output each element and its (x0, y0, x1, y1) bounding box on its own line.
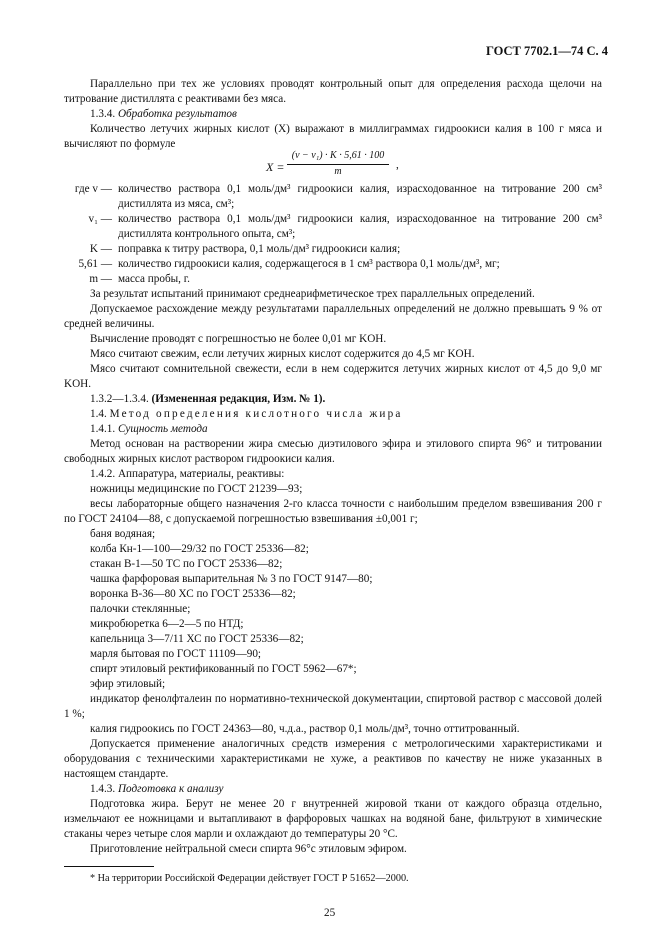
body-paragraph: За результат испытаний принимают среднеарифметическое трех параллельных определений. (90, 288, 535, 300)
list-item: чашка фарфоровая выпарительная № 3 по ГОСТ 9147—80; (90, 573, 373, 585)
section-number: 1.3.4. (90, 108, 116, 120)
list-item: микробюретка 6—2—5 по НТД; (90, 618, 244, 630)
list-item: колба Кн-1—100—29/32 по ГОСТ 25336—82; (90, 543, 309, 555)
list-item: ножницы медицинские по ГОСТ 21239—93; (90, 483, 303, 495)
section-number: 1.4.1. (90, 423, 116, 435)
formula-lhs: X = (266, 160, 285, 174)
page-number: 25 (324, 907, 336, 919)
section-1-4-1-heading (90, 422, 208, 437)
edit-note (90, 392, 325, 407)
section-number: 1.4.3. (90, 783, 116, 795)
var-description: количество гидроокиси калия, содержащегося в 1 см³ раствора 0,1 моль/дм³, мг; (118, 258, 500, 270)
method-principle: Метод основан на растворении жира смесью диэтилового эфира и этилового спирта 96° и титровании свободных жирных кислот раствором гидроокиси калия. (64, 438, 602, 466)
section-number: 1.4. (90, 408, 107, 420)
running-header: ГОСТ 7702.1—74 С. 4 (486, 44, 609, 58)
section-1-4-2-heading: 1.4.2. Аппаратура, материалы, реактивы: (90, 468, 285, 480)
formula-numerator: (v − v₁) · K · 5,61 · 100 (291, 150, 385, 161)
var-description: поправка к титру раствора, 0,1 моль/дм³ гидроокиси калия; (118, 243, 401, 255)
footnote-divider (64, 866, 154, 867)
section-title: Сущность метода (117, 423, 208, 435)
section-1-4-3-heading (90, 782, 223, 797)
fat-preparation: Подготовка жира. Берут не менее 20 г внутренней жировой ткани от каждого образца отдельно, измельчают ее ножницами и вытапливают в фарфоровых чашках на водяной бане, фильтруют в химические стаканы через четыре слоя марли и охлаждают до температуры 20 °С. (64, 798, 602, 841)
list-item: баня водяная; (90, 528, 156, 540)
var-symbol: 5,61 — (78, 258, 112, 270)
list-item: эфир этиловый; (90, 678, 166, 690)
body-paragraph: Вычисление проводят с погрешностью не более 0,01 мг KOH. (90, 333, 387, 345)
list-item: марля бытовая по ГОСТ 11109—90; (90, 648, 262, 660)
var-symbol: K — (89, 243, 112, 255)
section-title: Подготовка к анализу (117, 783, 224, 795)
list-item: калия гидроокись по ГОСТ 24363—80, ч.д.а., раствор 0,1 моль/дм³, точно оттитрованный. (90, 723, 520, 735)
list-item: весы лабораторные общего назначения 2-го класса точности с наибольшим пределом взвешивания 200 г по ГОСТ 24104—88, с допускаемой погрешностью взвешивания ±0,001 г; (64, 498, 602, 526)
section-title: Обработка результатов (117, 108, 237, 120)
body-paragraph: Мясо считают сомнительной свежести, если в нем содержится летучих жирных кислот от 4,5 до 9,0 мг KOH. (64, 363, 602, 391)
footnote: * На территории Российской Федерации действует ГОСТ Р 51652—2000. (90, 873, 409, 884)
control-paragraph: Параллельно при тех же условиях проводят контрольный опыт для определения расхода щелочи на титрование дистиллята с реактивами без мяса. (64, 78, 602, 106)
body-paragraph: Допускаемое расхождение между результатами параллельных определений не должно превышать 9 % от средней величины. (64, 303, 602, 331)
var-symbol: где v — (74, 183, 112, 195)
var-description: количество раствора 0,1 моль/дм³ гидроокиси калия, израсходованное на титрование 200 см³ дистиллята из мяса, см³; (118, 183, 602, 211)
section-1-3-4-heading (90, 107, 237, 122)
var-description: масса пробы, г. (118, 273, 190, 285)
formula-trailing: , (396, 159, 399, 171)
edit-note-text: (Измененная редакция, Изм. № 1). (151, 393, 326, 405)
calculation-intro: Количество летучих жирных кислот (X) выражают в миллиграммах гидроокиси калия в 100 г мяса и вычисляют по формуле (64, 123, 602, 151)
section-title: Метод определения кислотного числа жира (109, 408, 403, 420)
neutral-mixture: Приготовление нейтральной смеси спирта 96°с этиловым эфиром. (90, 843, 407, 855)
list-item: индикатор фенолфталеин по нормативно-технической документации, спиртовой раствор с массовой долей 1 %; (64, 693, 602, 721)
var-symbol: v₁ — (88, 213, 112, 225)
var-description: количество раствора 0,1 моль/дм³ гидроокиси калия, израсходованное на титрование 200 см³ дистиллята контрольного опыта, см³; (118, 213, 602, 241)
body-paragraph: Мясо считают свежим, если летучих жирных кислот содержится до 4,5 мг KOH. (90, 348, 475, 360)
allowance-paragraph: Допускается применение аналогичных средств измерения с метрологическими характеристиками и оборудования с техническими характеристиками не хуже, а реактивов по качеству не ниже указанных в настоящем стандарте. (64, 738, 602, 781)
list-item: палочки стеклянные; (90, 603, 191, 615)
list-item: воронка В-36—80 ХС по ГОСТ 25336—82; (90, 588, 296, 600)
fraction-bar (287, 164, 389, 165)
section-1-4-heading (90, 407, 403, 422)
list-item: капельница 3—7/11 ХС по ГОСТ 25336—82; (90, 633, 304, 645)
edit-note-range: 1.3.2—1.3.4. (90, 393, 149, 405)
list-item: спирт этиловый ректификованный по ГОСТ 5962—67*; (90, 663, 357, 675)
var-symbol: m — (89, 273, 112, 285)
list-item: стакан В-1—50 ТС по ГОСТ 25336—82; (90, 558, 283, 570)
formula-denominator: m (334, 166, 342, 177)
